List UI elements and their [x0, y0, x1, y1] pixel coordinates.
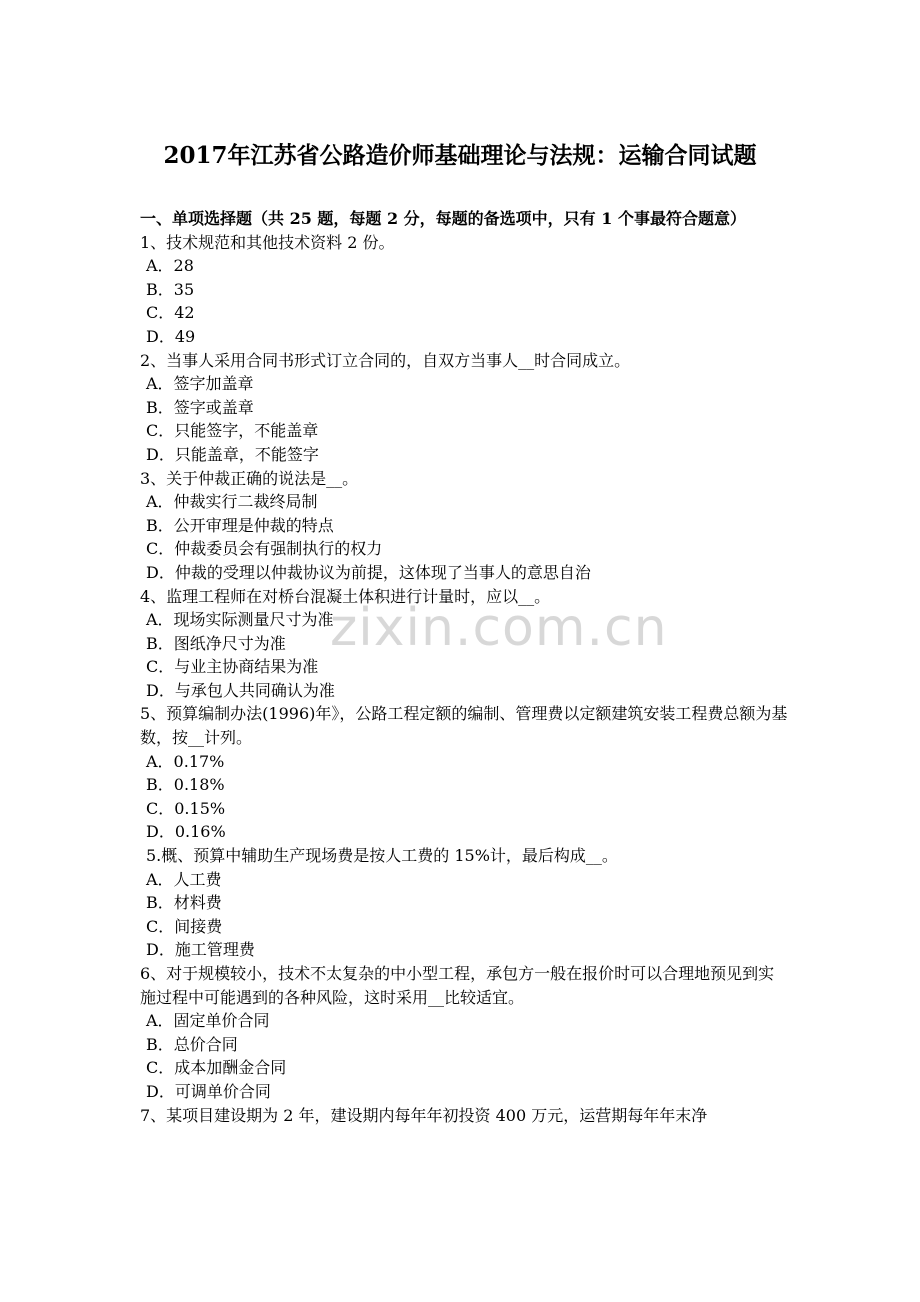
- option-c: C．0.15%: [146, 798, 226, 818]
- section-heading: 一、单项选择题（共 25 题，每题 2 分，每题的备选项中，只有 1 个事最符合题意）: [140, 209, 746, 228]
- option-a: A．现场实际测量尺寸为准: [146, 610, 334, 630]
- option-d: D．施工管理费: [146, 940, 255, 960]
- option-d: D．与承包人共同确认为准: [146, 680, 335, 700]
- question-text: 1、技术规范和其他技术资料 2 份。: [140, 232, 395, 252]
- question-text: 7、某项目建设期为 2 年，建设期内每年年初投资 400 万元，运营期每年年末净: [140, 1105, 708, 1125]
- question-text: 2、当事人采用合同书形式订立合同的，自双方当事人__时合同成立。: [140, 350, 631, 370]
- option-d: D．0.16%: [146, 822, 226, 842]
- question-block-1: [140, 231, 790, 349]
- option-c: C．42: [146, 303, 195, 323]
- option-a: A．28: [146, 256, 194, 276]
- question-block-6: [140, 962, 790, 1104]
- option-d: D．仲裁的受理以仲裁协议为前提，这体现了当事人的意思自治: [146, 562, 591, 582]
- question-text: 4、监理工程师在对桥台混凝土体积进行计量时，应以__。: [140, 586, 551, 606]
- option-b: B．总价合同: [146, 1034, 238, 1054]
- option-b: B．图纸净尺寸为准: [146, 633, 286, 653]
- watermark: zixin.com.cn: [330, 598, 668, 658]
- option-c: C．间接费: [146, 916, 223, 936]
- option-a: A．人工费: [146, 869, 222, 889]
- question-block-7: [140, 1104, 790, 1128]
- question-block-5: [140, 702, 790, 844]
- option-c: C．仲裁委员会有强制执行的权力: [146, 539, 383, 559]
- option-c: C．与业主协商结果为准: [146, 657, 319, 677]
- option-b: B．签字或盖章: [146, 397, 254, 417]
- option-c: C．只能签字，不能盖章: [146, 421, 319, 441]
- document-title: 2017年江苏省公路造价师基础理论与法规：运输合同试题: [163, 142, 757, 169]
- option-a: A．0.17%: [146, 751, 225, 771]
- question-text: 5.概、预算中辅助生产现场费是按人工费的 15%计，最后构成__。: [146, 846, 618, 866]
- option-c: C．成本加酬金合同: [146, 1058, 287, 1078]
- question-block-4: [140, 585, 790, 703]
- question-text: 6、对于规模较小，技术不太复杂的中小型工程，承包方一般在报价时可以合理地预见到实施过程中可能遇到的各种风险，这时采用__比较适宜。: [140, 964, 775, 1007]
- question-text: 5、预算编制办法(1996)年》，公路工程定额的编制、管理费以定额建筑安装工程费总额为基数，按__计列。: [140, 704, 788, 748]
- question-block-3: [140, 467, 790, 585]
- document-body: [140, 207, 790, 1127]
- option-b: B．材料费: [146, 893, 222, 913]
- question-text: 3、关于仲裁正确的说法是__。: [140, 468, 359, 488]
- option-d: D．只能盖章，不能签字: [146, 444, 319, 464]
- question-block-5b: [140, 844, 790, 962]
- option-d: D．49: [146, 326, 196, 346]
- question-block-2: [140, 349, 790, 467]
- option-a: A．签字加盖章: [146, 374, 254, 394]
- option-a: A．仲裁实行二裁终局制: [146, 492, 318, 512]
- option-b: B．公开审理是仲裁的特点: [146, 515, 334, 535]
- option-d: D．可调单价合同: [146, 1081, 271, 1101]
- option-b: B．35: [146, 279, 195, 299]
- option-b: B．0.18%: [146, 775, 225, 795]
- option-a: A．固定单价合同: [146, 1011, 270, 1031]
